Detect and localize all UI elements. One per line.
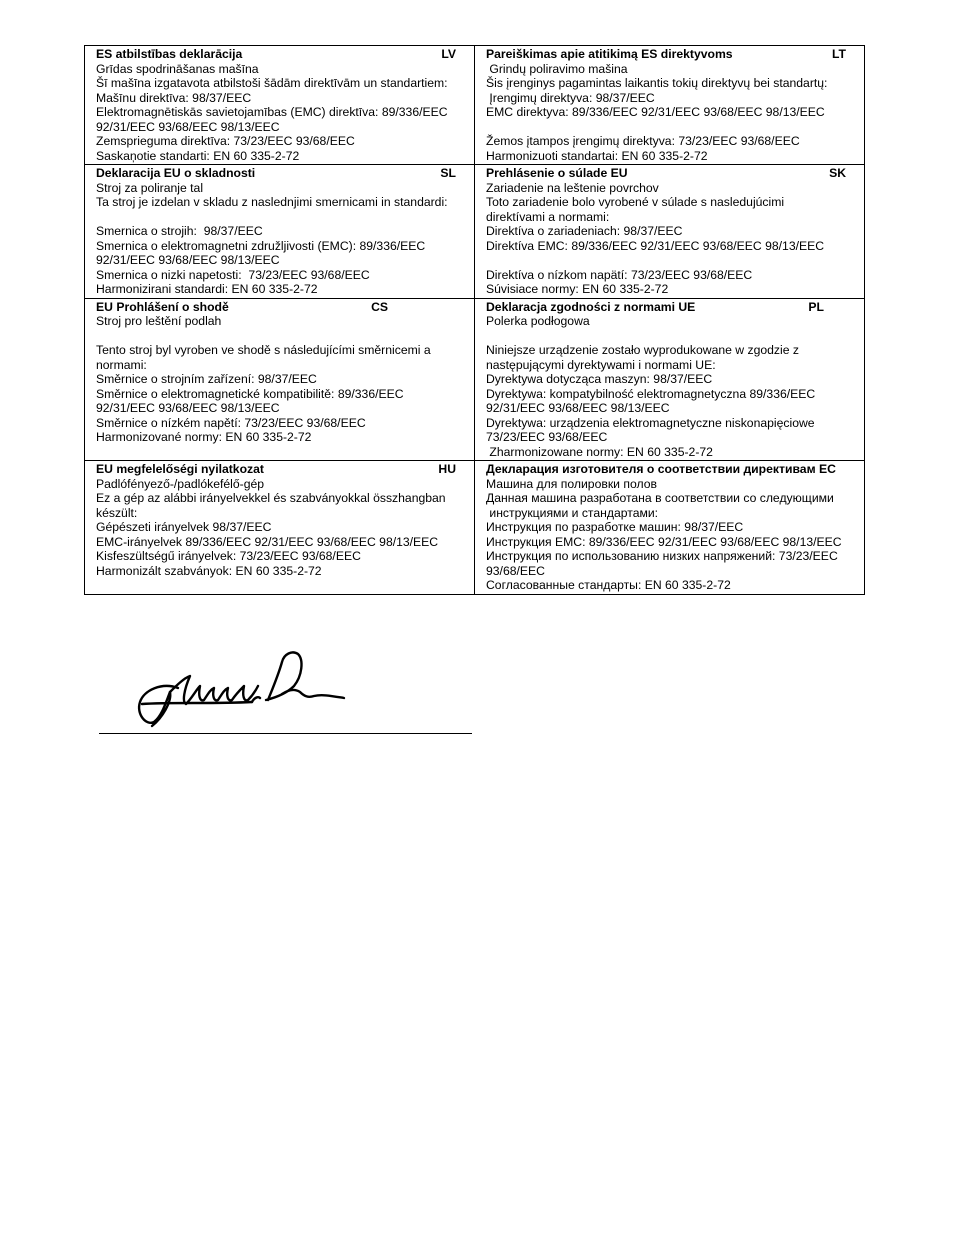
declaration-row	[85, 461, 865, 595]
declaration-line: Ez a gép az alábbi irányelvekkel és szabványokkal összhangban	[96, 491, 446, 505]
declaration-line: 92/31/EEC 93/68/EEC 98/13/EEC	[96, 253, 280, 267]
declaration-line: Dyrektywa: urządzenia elektromagnetyczne niskonapięciowe	[486, 415, 815, 430]
declaration-heading	[486, 47, 854, 62]
language-code: CS	[371, 299, 388, 314]
declaration-title: Prehlásenie o súlade EU	[486, 166, 628, 180]
declaration-line: Įrengimų direktyva: 98/37/EEC	[486, 90, 655, 105]
declaration-line: Инструкция по использованию низких напряжений: 73/23/EEC	[486, 549, 838, 563]
language-code: PL	[808, 299, 824, 314]
declaration-line: Инструкция EMC: 89/336/EEC 92/31/EEC 93/68/EEC 98/13/EEC	[486, 534, 842, 549]
declaration-line: Dyrektywa: kompatybilność elektromagnetyczna 89/336/EEC	[486, 386, 816, 401]
declaration-title: EU Prohlášení o shodě	[96, 299, 229, 314]
language-code	[846, 462, 854, 477]
declaration-heading	[486, 462, 854, 477]
declaration-line: Směrnice o strojním zařízení: 98/37/EEC	[96, 372, 317, 386]
signature-image	[132, 646, 348, 730]
declaration-line: Smernica o strojih: 98/37/EEC	[96, 224, 263, 238]
declaration-title: Pareiškimas apie atitikimą ES direktyvoms	[486, 47, 733, 61]
declaration-line: Zariadenie na leštenie povrchov	[486, 180, 659, 195]
declaration-table	[84, 45, 865, 595]
declaration-line: Kisfeszültségű irányelvek: 73/23/EEC 93/68/EEC	[96, 549, 361, 563]
declaration-line: Mašīnu direktīva: 98/37/EEC	[96, 90, 252, 105]
declaration-line	[486, 120, 854, 135]
declaration-heading	[486, 166, 854, 181]
declaration-cell	[85, 298, 475, 461]
declaration-line: Direktíva o zariadeniach: 98/37/EEC	[486, 224, 683, 238]
declaration-line: 92/31/EEC 93/68/EEC 98/13/EEC	[486, 401, 670, 415]
declaration-line: Согласованные стандарты: EN 60 335-2-72	[486, 578, 731, 592]
declaration-line: Harmonizált szabványok: EN 60 335-2-72	[96, 563, 322, 578]
declaration-line: Polerka podłogowa	[486, 314, 590, 328]
language-code: HU	[438, 462, 456, 476]
signature-line	[99, 733, 472, 734]
declaration-line: Šī mašīna izgatavota atbilstoši šādām direktīvām un standartiem:	[96, 76, 448, 90]
declaration-cell	[85, 46, 475, 165]
declaration-line: następującymi dyrektywami i normami UE:	[486, 357, 716, 372]
declaration-line: 92/31/EEC 93/68/EEC 98/13/EEC	[96, 119, 280, 134]
language-code: LT	[832, 47, 846, 61]
declaration-line: Harmonizirani standardi: EN 60 335-2-72	[96, 282, 318, 296]
declaration-line: Směrnice o nízkém napětí: 73/23/EEC 93/68/EEC	[96, 415, 366, 430]
declaration-row	[85, 298, 865, 461]
declaration-heading	[96, 166, 464, 181]
declaration-line: Šis įrenginys pagamintas laikantis tokių direktyvų bei standartų:	[486, 76, 828, 90]
declaration-line: 92/31/EEC 93/68/EEC 98/13/EEC	[96, 401, 280, 415]
declaration-line	[96, 210, 464, 225]
declaration-line: direktívami a normami:	[486, 209, 610, 224]
declaration-line: Smernica o elektromagnetni združljivosti (EMC): 89/336/EEC	[96, 238, 426, 253]
language-code: LV	[441, 47, 456, 61]
declaration-cell	[475, 165, 865, 299]
declaration-line: Žemos įtampos įrengimų direktyva: 73/23/EEC 93/68/EEC	[486, 134, 800, 148]
declaration-line: Zemsprieguma direktīva: 73/23/EEC 93/68/EEC	[96, 134, 355, 148]
declaration-line: Harmonizuoti standartai: EN 60 335-2-72	[486, 148, 708, 163]
declaration-line	[486, 253, 854, 268]
declaration-line: 73/23/EEC 93/68/EEC	[486, 430, 608, 444]
declaration-line: Direktíva EMC: 89/336/EEC 92/31/EEC 93/68/EEC 98/13/EEC	[486, 238, 825, 253]
declaration-title: Декларация изготовителя о соответствии директивам ЕС	[486, 462, 836, 476]
declaration-heading	[486, 300, 854, 315]
declaration-line: Padlófényező-/padlókefélő-gép	[96, 476, 265, 491]
declaration-line: Saskaņotie standarti: EN 60 335-2-72	[96, 148, 300, 163]
language-code: SK	[829, 166, 846, 180]
declaration-heading	[96, 300, 464, 315]
declaration-line: normami:	[96, 357, 147, 372]
declaration-line	[486, 329, 854, 344]
declaration-title: EU megfelelőségi nyilatkozat	[96, 462, 264, 476]
declaration-cell	[475, 461, 865, 595]
declaration-heading	[96, 47, 464, 62]
declaration-line: Tento stroj byl vyroben ve shodě s následujícími směrnicemi a	[96, 343, 431, 357]
declaration-line: Dyrektywa dotycząca maszyn: 98/37/EEC	[486, 372, 713, 386]
declaration-line: Směrnice o elektromagnetické kompatibilitě: 89/336/EEC	[96, 386, 404, 401]
declaration-line: Direktíva o nízkom napätí: 73/23/EEC 93/68/EEC	[486, 267, 753, 282]
declaration-row	[85, 165, 865, 299]
declaration-line: EMC-irányelvek 89/336/EEC 92/31/EEC 93/68/EEC 98/13/EEC	[96, 534, 439, 549]
declaration-title: Deklaracja zgodności z normami UE	[486, 299, 696, 314]
declaration-line: Harmonizované normy: EN 60 335-2-72	[96, 430, 312, 444]
declaration-cell	[475, 46, 865, 165]
declaration-title: Deklaracija EU o skladnosti	[96, 166, 256, 180]
declaration-line: Инструкция по разработке машин: 98/37/EEC	[486, 520, 744, 534]
declaration-line: 93/68/EEC	[486, 563, 545, 578]
declaration-line	[96, 329, 464, 344]
declaration-line: инструкциями и стандартами:	[486, 505, 659, 520]
declaration-line: Niniejsze urządzenie zostało wyprodukowane w zgodzie z	[486, 343, 799, 357]
declaration-line: Ta stroj je izdelan v skladu z naslednjimi smernicami in standardi:	[96, 195, 448, 209]
declaration-row	[85, 46, 865, 165]
declaration-line: Grindų poliravimo mašina	[486, 61, 628, 76]
declaration-line: Машина для полировки полов	[486, 476, 657, 491]
declaration-line: Súvisiace normy: EN 60 335-2-72	[486, 282, 669, 296]
declaration-line: EMC direktyva: 89/336/EEC 92/31/EEC 93/68/EEC 98/13/EEC	[486, 105, 825, 119]
declaration-line: Stroj pro leštění podlah	[96, 314, 222, 328]
declaration-line: készült:	[96, 505, 138, 520]
declaration-cell	[475, 298, 865, 461]
declaration-line: Toto zariadenie bolo vyrobené v súlade s nasledujúcimi	[486, 195, 785, 209]
declaration-line: Данная машина разработана в соответствии со следующими	[486, 491, 834, 505]
declaration-line: Smernica o nizki napetosti: 73/23/EEC 93/68/EEC	[96, 267, 370, 282]
language-code: SL	[440, 166, 456, 180]
declaration-line: Gépészeti irányelvek 98/37/EEC	[96, 520, 272, 534]
declaration-line: Grīdas spodrināšanas mašīna	[96, 61, 259, 76]
declaration-title: ES atbilstības deklarācija	[96, 47, 243, 61]
declaration-cell	[85, 461, 475, 595]
declaration-heading	[96, 462, 464, 477]
declaration-table-body	[85, 46, 865, 595]
declaration-line: Elektromagnētiskās savietojamības (EMC) direktīva: 89/336/EEC	[96, 105, 448, 119]
declaration-cell	[85, 165, 475, 299]
declaration-line: Zharmonizowane normy: EN 60 335-2-72	[486, 444, 713, 459]
declaration-line: Stroj za poliranje tal	[96, 180, 204, 195]
